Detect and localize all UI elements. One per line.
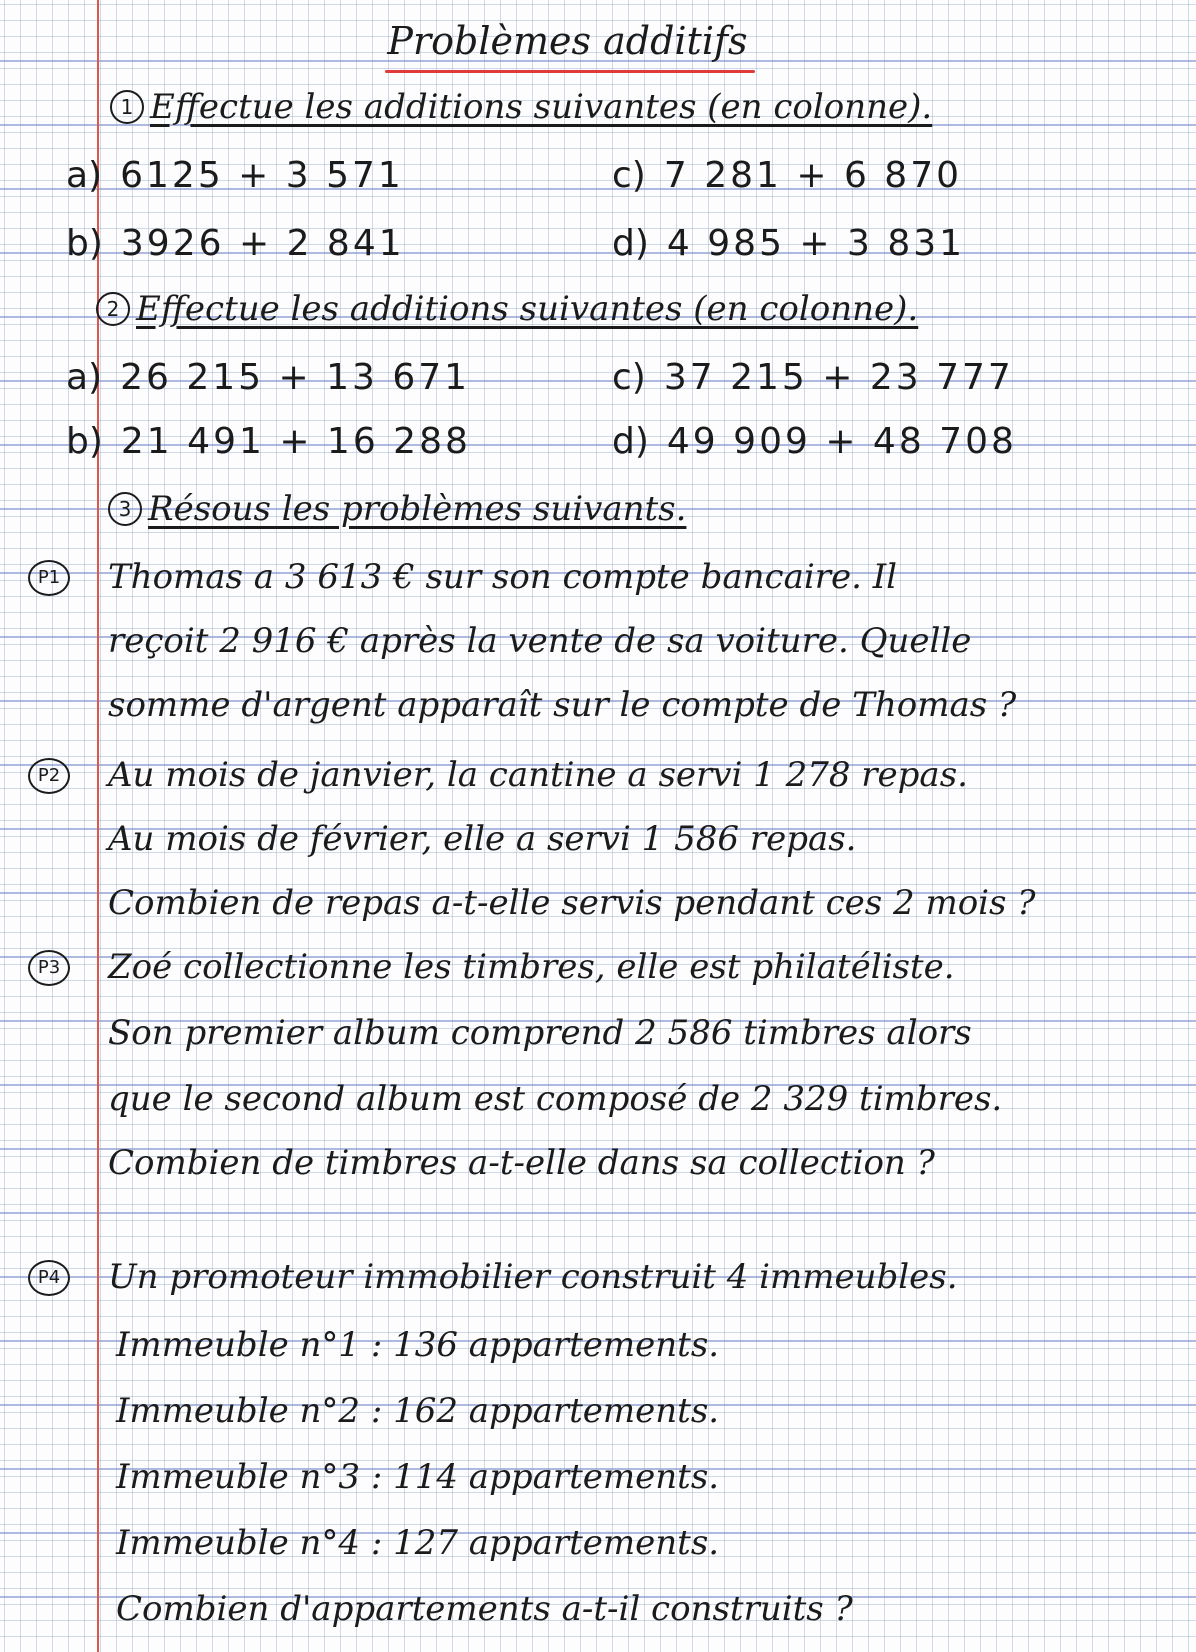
exercise-label: d) (612, 223, 649, 264)
exercise-1a (66, 155, 404, 196)
exercise-label: c) (612, 155, 646, 196)
problem-2-line: Combien de repas a-t-elle servis pendant ces 2 mois ? (108, 883, 1036, 923)
problem-4-line: Combien d'appartements a-t-il construits ? (116, 1589, 853, 1629)
problem-4-line: Immeuble n°3 : 114 appartements. (116, 1457, 720, 1497)
section1-heading (110, 87, 933, 127)
exercise-2a (66, 357, 471, 398)
problem-1-line: Thomas a 3 613 € sur son compte bancaire. Il (108, 557, 898, 597)
exercise-label: a) (66, 357, 103, 398)
problem-4-line: Immeuble n°2 : 162 appartements. (116, 1391, 720, 1431)
exercise-expression: 37 215 + 23 777 (663, 357, 1014, 398)
section3-heading (108, 489, 687, 529)
exercise-2c (612, 357, 1014, 398)
problem-1-label: P1 (28, 560, 70, 596)
exercise-label: b) (66, 421, 103, 462)
section2-heading (96, 289, 919, 329)
exercise-expression: 49 909 + 48 708 (666, 421, 1017, 462)
exercise-expression: 7 281 + 6 870 (663, 155, 963, 196)
exercise-expression: 3926 + 2 841 (120, 223, 405, 264)
exercise-1b (66, 223, 405, 264)
section2-heading-text: Effectue les additions suivantes (en colonne). (136, 289, 919, 329)
exercise-label: d) (612, 421, 649, 462)
exercise-2d (612, 421, 1017, 462)
problem-2-line: Au mois de janvier, la cantine a servi 1 278 repas. (108, 755, 968, 795)
problem-3-line: que le second album est composé de 2 329 timbres. (108, 1079, 1003, 1119)
section3-number: 3 (108, 492, 142, 526)
exercise-label: a) (66, 155, 103, 196)
section3-heading-text: Résous les problèmes suivants. (148, 489, 687, 529)
problem-3-line: Son premier album comprend 2 586 timbres alors (108, 1013, 972, 1053)
exercise-label: c) (612, 357, 646, 398)
problem-3-line: Combien de timbres a-t-elle dans sa collection ? (108, 1143, 935, 1183)
problem-4-line: Un promoteur immobilier construit 4 immeubles. (108, 1257, 958, 1297)
problem-2-line: Au mois de février, elle a servi 1 586 repas. (108, 819, 857, 859)
problem-4-line: Immeuble n°1 : 136 appartements. (116, 1325, 720, 1365)
exercise-expression: 21 491 + 16 288 (120, 421, 471, 462)
section2-number: 2 (96, 292, 130, 326)
section1-heading-text: Effectue les additions suivantes (en colonne). (150, 87, 933, 127)
exercise-label: b) (66, 223, 103, 264)
problem-4-label: P4 (28, 1260, 70, 1296)
exercise-1c (612, 155, 963, 196)
exercise-expression: 26 215 + 13 671 (120, 357, 471, 398)
problem-2-label: P2 (28, 758, 70, 794)
section1-number: 1 (110, 90, 144, 124)
page-title: Problèmes additifs (387, 19, 748, 63)
exercise-expression: 4 985 + 3 831 (666, 223, 966, 264)
title-underline (385, 70, 755, 73)
problem-1-line: reçoit 2 916 € après la vente de sa voiture. Quelle (108, 621, 972, 661)
exercise-2b (66, 421, 471, 462)
problem-3-line: Zoé collectionne les timbres, elle est philatéliste. (108, 947, 955, 987)
exercise-expression: 6125 + 3 571 (120, 155, 404, 196)
problem-4-line: Immeuble n°4 : 127 appartements. (116, 1523, 720, 1563)
exercise-1d (612, 223, 966, 264)
problem-1-line: somme d'argent apparaît sur le compte de Thomas ? (108, 685, 1017, 725)
problem-3-label: P3 (28, 950, 70, 986)
